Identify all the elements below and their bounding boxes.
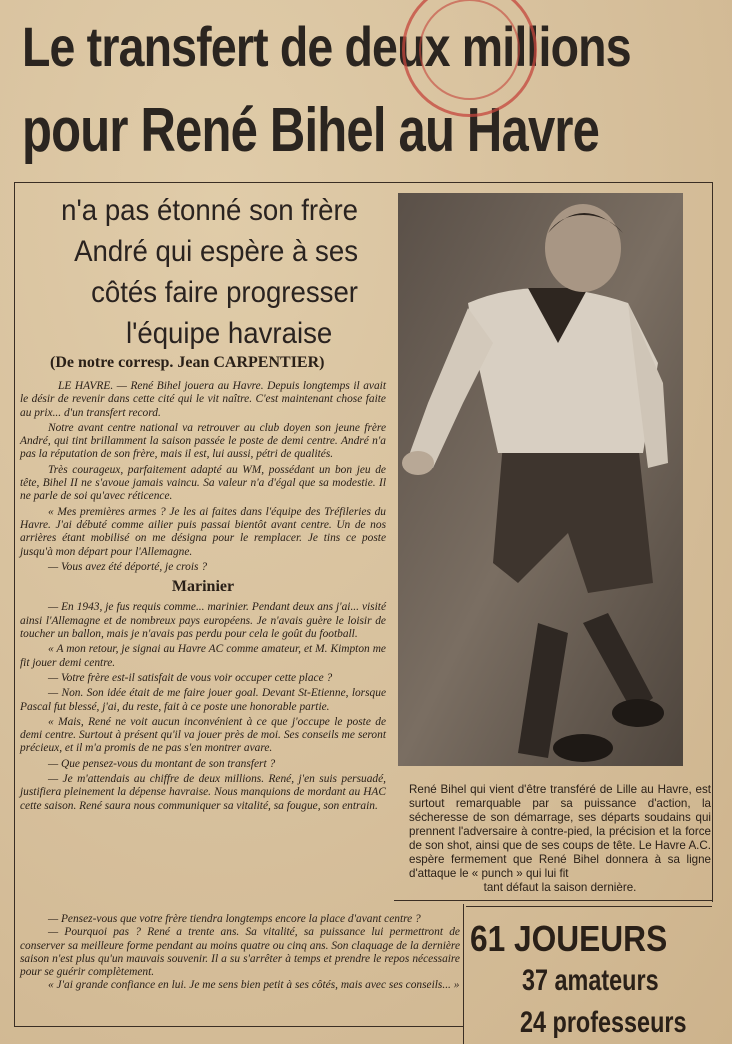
headline-line-2: pour René Bihel au Havre [22,96,600,165]
subheadline [28,190,358,354]
article-paragraph: — En 1943, je fus requis comme... marinier. Pendant deux ans j'ai... visité ainsi l'Allemagne et de nombreux pays européens. Je n'avais guère le loisir de toucher un ballon, mais je n'avais pas perdu pour cela le goût du football. [20,601,386,641]
subheadline-line: n'a pas étonné son frère [61,194,358,227]
article-paragraph: Très courageux, parfaitement adapté au WM, possédant un bon jeu de tête, Bihel II ne s'avoue jamais vaincu. Sa valeur n'a d'égal que sa modestie. Il ne parle de soi qu'avec réticence. [20,463,386,503]
rule-bottom [14,1026,463,1027]
article-paragraph: — Non. Son idée était de me faire jouer goal. Devant St-Etienne, lorsque Pascal fut blessé, j'ai, du reste, fait à ce poste une honorable partie. [20,687,386,713]
article-paragraph: « Mais, René ne voit aucun inconvénient à ce que j'occupe le poste de demi centre. Surtout à présent qu'il va jouer près de moi. Ses conseils me seront précieux, et il m'a promis de ne pas s'en montrer avare. [20,715,386,755]
article-paragraph: — Vous avez été déporté, je crois ? [48,560,208,573]
subheadline-line: André qui espère à ses [74,235,358,268]
article-body-continued [20,913,460,993]
stamp-inner-ring [419,0,520,100]
rule-sidebar-left [463,904,464,1044]
sidebar-line-professeurs: 24 professeurs [520,1006,687,1039]
player-photo-illustration [398,193,683,766]
crosshead: Marinier [171,578,235,596]
rule-under-headline [14,182,396,183]
article-paragraph: — Pensez-vous que votre frère tiendra longtemps encore la place d'avant centre ? [48,913,421,925]
caption-text: René Bihel qui vient d'être transféré de Lille au Havre, est surtout remarquable par sa puissance d'action, la sécheresse de son démarrage, ses départs soudains qui prennent l'adversaire à contre-pied, la précision et la force de son shot, ainsi que de ses coups de tête. Le Havre A.C. espère fermement que René Bihel donnera à sa ligne d'attaque le « punch » qui lui fit [409,783,711,880]
sidebar-line-amateurs: 37 amateurs [522,964,659,997]
article-paragraph: « J'ai grande confiance en lui. Je me sens bien petit à ses côtés, mais avec ses conseils... » [48,979,460,992]
article-paragraph: — Je m'attendais au chiffre de deux millions. René, j'en suis persuadé, justifiera pleinement la dépense havraise. Nous manquions de mordant au HAC cette saison. René saura nous communiquer sa vitalité, sa fougue, son entrain. [20,773,386,812]
article-paragraph: Notre avant centre national va retrouver au club doyen son jeune frère André, qui tint brillamment la saison passée le poste de demi centre. André n'a pas la réputation de son frère, mais il est, lui aussi, pétri de qualités. [20,421,386,461]
rule-right-top [394,182,712,183]
article-paragraph: « A mon retour, je signai au Havre AC comme amateur, et M. Kimpton me fit jouer demi centre. [20,643,386,669]
subheadline-line: l'équipe havraise [125,317,333,350]
article-paragraph: — Que pensez-vous du montant de son transfert ? [48,757,276,770]
subheadline-line: côtés faire progresser [91,276,358,309]
article-paragraph: — Votre frère est-il satisfait de vous voir occuper cette place ? [48,671,333,684]
rule-left-column [14,182,15,1027]
article-paragraph: LE HAVRE. — René Bihel jouera au Havre. Depuis longtemps il avait le désir de revenir dans cette cité qui le vit naître. C'est maintenant chose faite au prix... d'un transfert record. [20,380,386,419]
rule-caption-bottom [394,900,712,901]
player-photo [398,193,683,766]
headline-line-1: Le transfert de deux millions [22,15,631,78]
rule-right-edge [712,182,713,902]
byline: (De notre corresp. Jean CARPENTIER) [50,354,325,371]
caption-end: tant défaut la saison dernière. [483,881,637,894]
article-paragraph: « Mes premières armes ? Je les ai faites dans l'équipe des Tréfileries du Havre. J'ai débuté comme ailier puis passai bientôt avant centre. Un de nos arrières étant mobilisé on me désigna pour le remplacer. Je tins ce poste jusqu'à mon départ pour l'Allemagne. [20,505,386,558]
photo-caption [409,783,711,895]
article-body [20,380,386,815]
article-paragraph: — Pourquoi pas ? René a trente ans. Sa vitalité, sa puissance lui permettront de conserver sa meilleure forme pendant au moins quatre ou cinq ans. Son claquage de la dernière saison n'est plus qu'un mauvais souvenir. Il a su s'arrêter à temps et prendre le repos nécessaire pour se guérir complètement. [20,926,460,979]
rule-sidebar-top [466,906,712,907]
sidebar-title: 61 JOUEURS [470,918,668,959]
